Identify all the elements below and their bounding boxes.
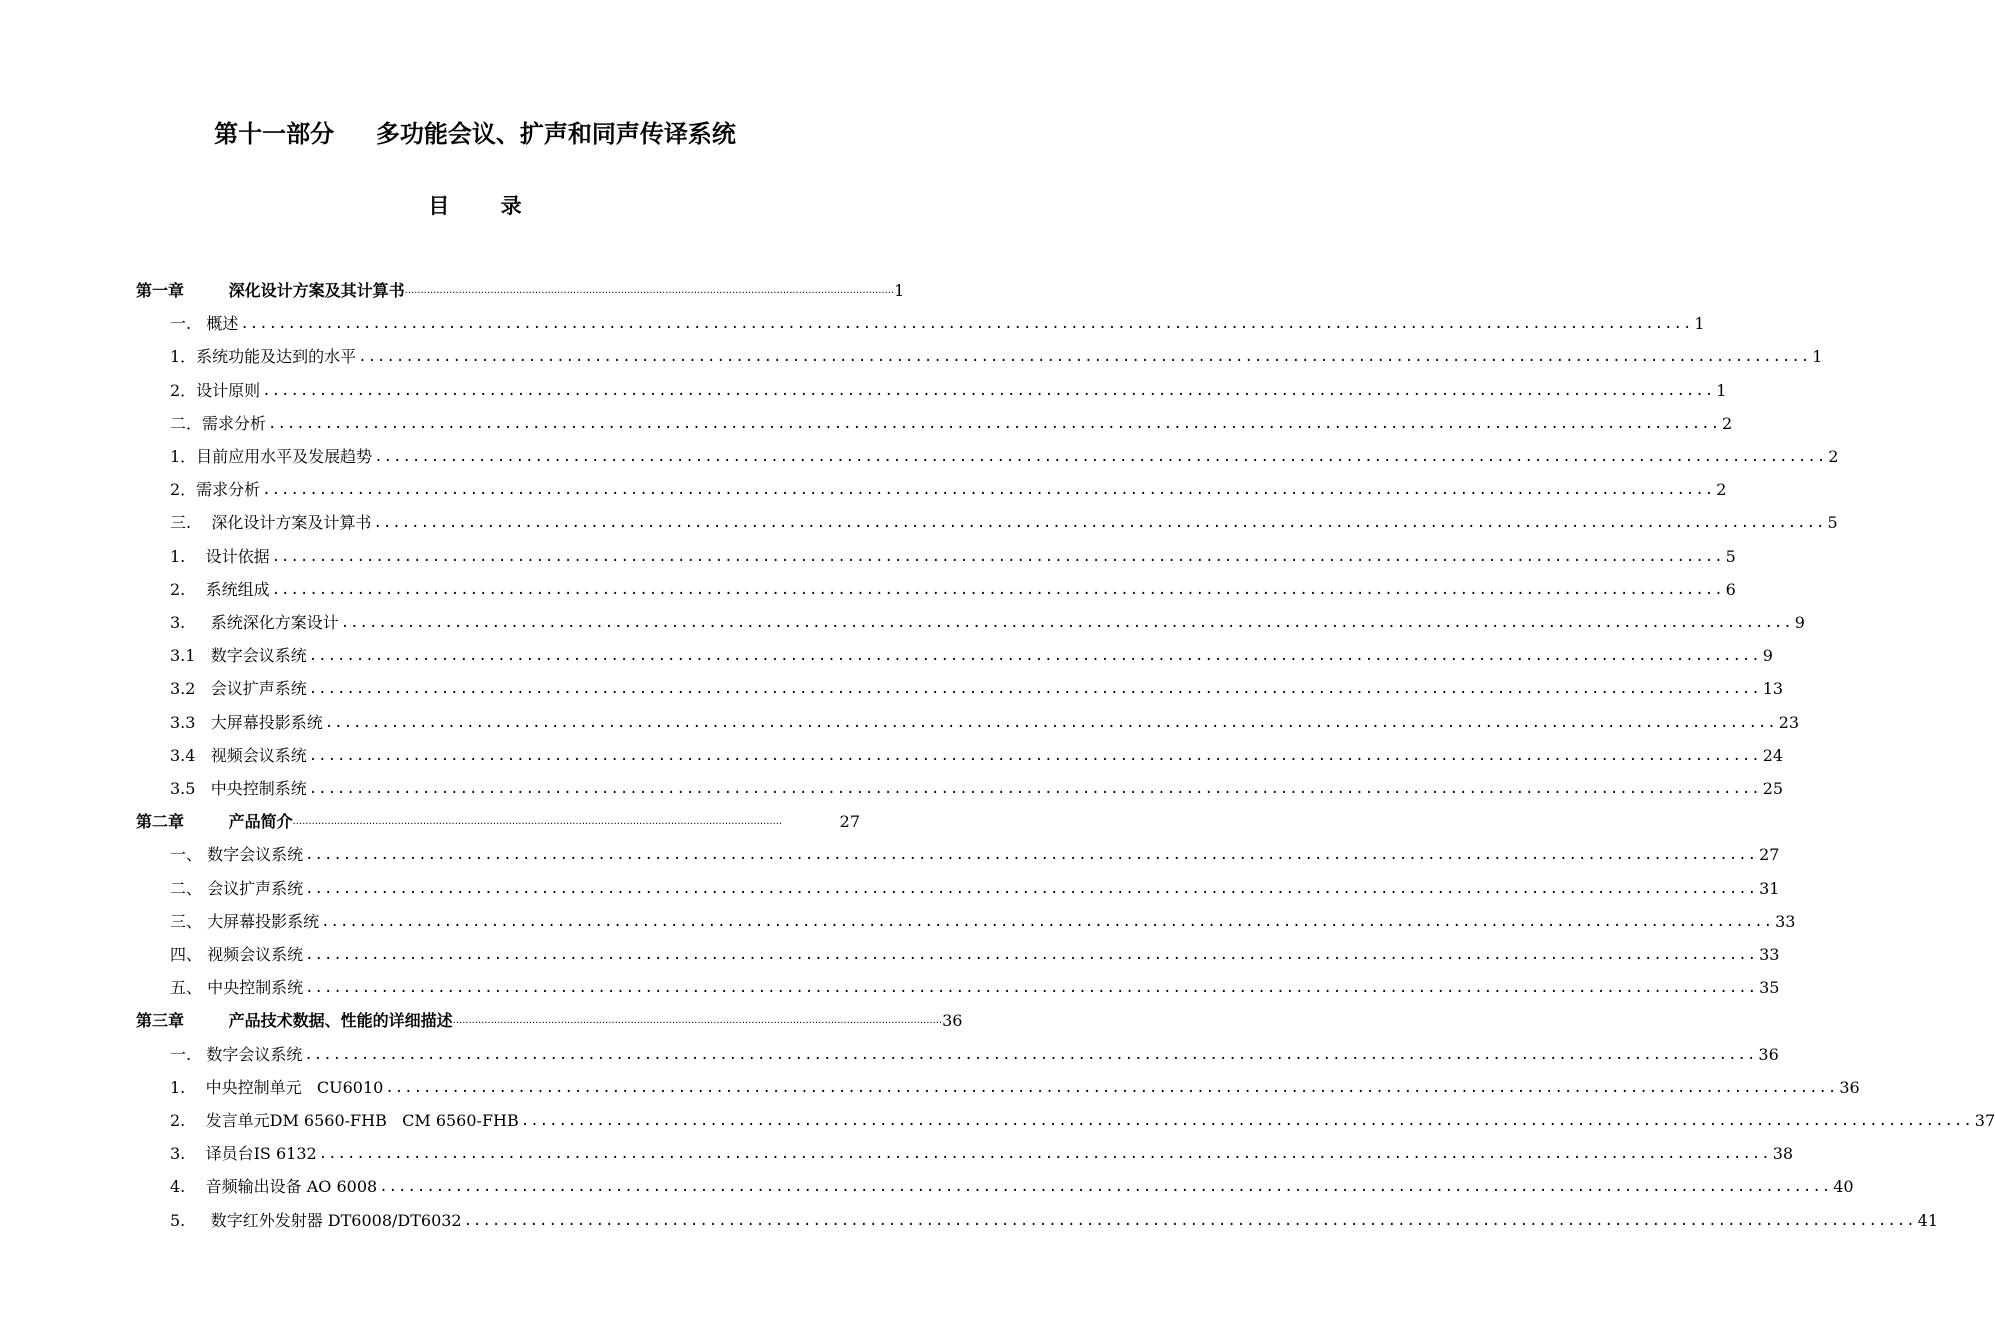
toc-leader-dots: ..........................................................................................................................................................: [262, 382, 1715, 399]
toc-page-number: 25: [1762, 779, 1784, 798]
toc-label: 3.3 大屏幕投影系统: [170, 712, 323, 732]
toc-entry-row[interactable]: [170, 907, 1796, 931]
toc-page-number: 1: [894, 281, 905, 300]
toc-entry-row[interactable]: [170, 342, 1823, 367]
toc-label: 一. 概述: [170, 314, 239, 334]
toc-page-number: 27: [839, 812, 860, 832]
toc-leader-dots: ..........................................................................................................................................................: [308, 747, 1761, 764]
toc-entry-row[interactable]: [170, 641, 1773, 666]
toc-label: 2．需求分析: [170, 480, 261, 500]
toc-page-number: 36: [1758, 1044, 1779, 1064]
toc-page-number: 1: [1694, 314, 1705, 334]
toc-label: 1. 中央控制单元 CU6010: [170, 1077, 384, 1097]
toc-entry-row[interactable]: [170, 1172, 1854, 1197]
toc-label: 3.5 中央控制系统: [170, 779, 307, 798]
toc-page-number: 9: [1794, 613, 1805, 632]
toc-leader-dots: ..........................................................................................................................................................: [321, 913, 1774, 930]
toc-label: 第二章 产品简介: [136, 812, 293, 832]
toc-leader-dots: ..........................................................................................................................................................: [292, 816, 783, 828]
toc-chapter-row[interactable]: [136, 1006, 963, 1031]
toc-label: 1．系统功能及达到的水平: [170, 347, 357, 367]
toc-leader-dots: ..........................................................................................................................................................: [374, 449, 1827, 465]
toc-page-number: 5: [1725, 546, 1736, 566]
toc-page-number: 9: [1762, 646, 1773, 666]
toc-page-number: 2: [1828, 447, 1839, 466]
toc-leader-dots: ..........................................................................................................................................................: [452, 1015, 943, 1027]
toc-entry-row[interactable]: [170, 475, 1727, 500]
toc-label: 3.2 会议扩声系统: [170, 679, 307, 699]
toc-entry-row[interactable]: [170, 674, 1784, 699]
toc-entry-row[interactable]: [170, 1040, 1779, 1064]
toc-label: 4. 音频输出设备 AO 6008: [170, 1177, 378, 1197]
toc-chapter-row[interactable]: [136, 807, 860, 831]
toc-heading: 目 录: [428, 193, 522, 218]
toc-entry-row[interactable]: [170, 1206, 1939, 1230]
toc-entry-row[interactable]: [170, 608, 1805, 632]
toc-entry-row[interactable]: [170, 1106, 1995, 1130]
toc-entry-row[interactable]: [170, 708, 1800, 732]
toc-leader-dots: ..........................................................................................................................................................: [385, 1079, 1838, 1096]
toc-page-number: 13: [1762, 679, 1784, 699]
toc-chapter-row[interactable]: [136, 276, 905, 300]
toc-page-number: 1: [1812, 347, 1823, 367]
toc-entry-row[interactable]: [170, 309, 1705, 334]
toc-label: 一、 数字会议系统: [170, 845, 304, 865]
toc-leader-dots: ..........................................................................................................................................................: [262, 482, 1715, 499]
toc-label: 3. 系统深化方案设计: [170, 613, 339, 632]
toc-label: 三. 深化设计方案及计算书: [170, 513, 372, 533]
toc-entry-row[interactable]: [170, 973, 1780, 998]
toc-leader-dots: ..........................................................................................................................................................: [268, 415, 1721, 432]
toc-leader-dots: ..........................................................................................................................................................: [305, 847, 1758, 864]
toc-page-number: 5: [1827, 513, 1838, 533]
toc-leader-dots: ..........................................................................................................................................................: [379, 1179, 1832, 1196]
toc-page-number: 40: [1833, 1177, 1854, 1197]
toc-leader-dots: ..........................................................................................................................................................: [240, 316, 1693, 333]
toc-page-number: 35: [1759, 978, 1780, 998]
toc-entry-row[interactable]: [170, 409, 1733, 433]
toc-label: 一. 数字会议系统: [170, 1044, 303, 1064]
toc-label: 1. 设计依据: [170, 546, 270, 566]
toc-page-number: 23: [1778, 712, 1800, 732]
toc-label: 四、 视频会议系统: [170, 945, 304, 964]
toc-leader-dots: ..........................................................................................................................................................: [305, 947, 1758, 963]
toc-entry-row[interactable]: [170, 774, 1784, 798]
toc-label: 二、 会议扩声系统: [170, 878, 304, 898]
toc-label: 3.4 视频会议系统: [170, 745, 307, 765]
toc-entry-row[interactable]: [170, 741, 1784, 765]
toc-label: 2. 系统组成: [170, 579, 270, 599]
toc-page-number: 36: [1839, 1077, 1860, 1097]
toc-entry-row[interactable]: [170, 874, 1780, 898]
toc-leader-dots: ..........................................................................................................................................................: [304, 1046, 1757, 1063]
toc-entry-row[interactable]: [170, 575, 1736, 599]
toc-page-number: 37: [1974, 1111, 1995, 1130]
toc-page-number: 6: [1725, 579, 1736, 599]
toc-entry-row[interactable]: [170, 1073, 1860, 1097]
toc-page-number: 41: [1917, 1210, 1939, 1230]
toc-label: 3. 译员台IS 6132: [170, 1144, 317, 1164]
toc-label: 第一章 深化设计方案及其计算书: [136, 281, 405, 300]
toc-leader-dots: ..........................................................................................................................................................: [373, 515, 1826, 532]
page-title: 第十一部分 多功能会议、扩声和同声传译系统: [214, 119, 736, 148]
toc-entry-row[interactable]: [170, 376, 1727, 400]
toc-label: 第三章 产品技术数据、性能的详细描述: [136, 1011, 453, 1031]
toc-leader-dots: ..........................................................................................................................................................: [520, 1113, 1973, 1129]
toc-page-number: 2: [1722, 413, 1733, 433]
toc-label: 2．设计原则: [170, 380, 261, 400]
toc-page-number: 33: [1775, 911, 1796, 931]
toc-leader-dots: ..........................................................................................................................................................: [271, 581, 1724, 598]
toc-leader-dots: ..........................................................................................................................................................: [463, 1212, 1916, 1229]
toc-page-number: 27: [1759, 845, 1780, 865]
toc-page-number: 24: [1762, 745, 1784, 765]
toc-leader-dots: ..........................................................................................................................................................: [305, 980, 1758, 997]
toc-entry-row[interactable]: [170, 508, 1838, 533]
toc-page-number: 33: [1759, 945, 1780, 964]
toc-page-number: 31: [1759, 878, 1780, 898]
toc-leader-dots: ..........................................................................................................................................................: [271, 548, 1724, 565]
toc-leader-dots: ..........................................................................................................................................................: [308, 781, 1761, 797]
toc-entry-row[interactable]: [170, 442, 1839, 466]
toc-label: 2. 发言单元DM 6560-FHB CM 6560-FHB: [170, 1111, 519, 1130]
toc-entry-row[interactable]: [170, 1139, 1794, 1164]
toc-leader-dots: ..........................................................................................................................................................: [318, 1146, 1771, 1163]
toc-leader-dots: ..........................................................................................................................................................: [340, 615, 1793, 631]
toc-leader-dots: ..........................................................................................................................................................: [308, 648, 1761, 665]
toc-leader-dots: ..........................................................................................................................................................: [308, 681, 1761, 698]
toc-entry-row[interactable]: [170, 840, 1780, 865]
toc-label: 3.1 数字会议系统: [170, 646, 307, 666]
toc-page-number: 38: [1772, 1144, 1794, 1164]
toc-label: 三、 大屏幕投影系统: [170, 911, 320, 931]
toc-page-number: 2: [1716, 480, 1727, 500]
toc-label: 五、 中央控制系统: [170, 978, 304, 998]
toc-leader-dots: ..........................................................................................................................................................: [358, 349, 1811, 366]
toc-entry-row[interactable]: [170, 940, 1780, 964]
toc-page-number: 1: [1716, 380, 1727, 400]
toc-leader-dots: ..........................................................................................................................................................: [305, 880, 1758, 897]
toc-label: 5. 数字红外发射器 DT6008/DT6032: [170, 1210, 462, 1230]
toc-leader-dots: ..........................................................................................................................................................: [324, 714, 1777, 731]
toc-label: 二．需求分析: [170, 413, 267, 433]
toc-label: 1．目前应用水平及发展趋势: [170, 447, 373, 466]
toc-page-number: 36: [942, 1011, 963, 1031]
toc-leader-dots: ..........................................................................................................................................................: [404, 285, 895, 296]
toc-entry-row[interactable]: [170, 542, 1736, 566]
